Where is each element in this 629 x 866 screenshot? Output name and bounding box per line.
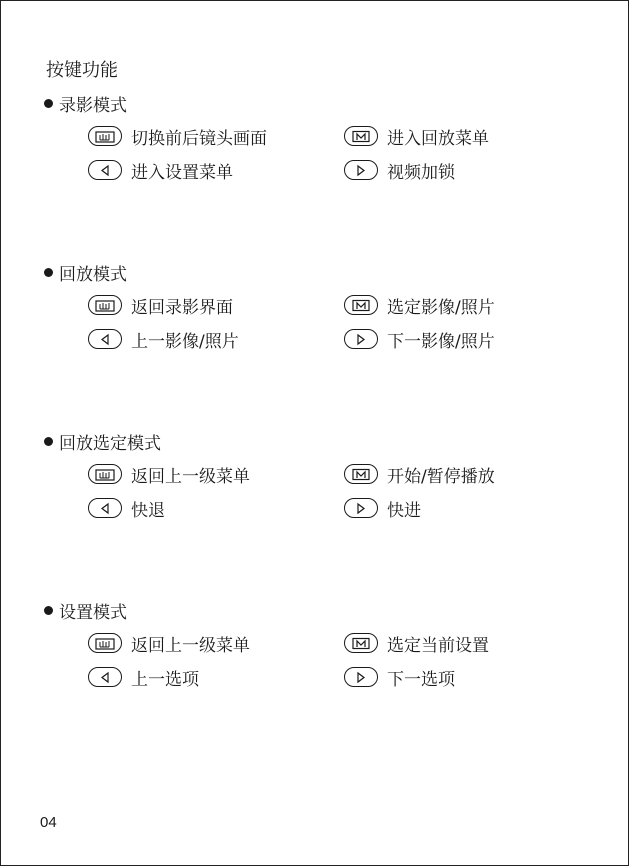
m-key-icon [344, 464, 378, 484]
right-key-icon [344, 667, 378, 687]
section-title [44, 430, 604, 452]
camera-switch-key-icon [88, 295, 122, 315]
section-title [44, 92, 604, 114]
left-key-icon [88, 329, 122, 349]
right-key-icon [344, 329, 378, 349]
key-label: 切换前后镜头画面 [131, 128, 267, 149]
key-item [88, 158, 233, 182]
section-title-text: 回放选定模式 [59, 433, 161, 454]
key-label: 上一选项 [131, 669, 199, 690]
bullet-icon [44, 437, 53, 446]
key-item [344, 124, 489, 148]
camera-switch-key-icon [88, 126, 122, 146]
key-item [88, 496, 165, 520]
key-label: 视频加锁 [387, 162, 455, 183]
section-settings-mode [44, 599, 604, 690]
key-item [344, 462, 495, 486]
left-key-icon [88, 498, 122, 518]
bullet-icon [44, 268, 53, 277]
section-title-text: 回放模式 [59, 264, 127, 285]
key-label: 快进 [387, 500, 421, 521]
key-label: 下一选项 [387, 669, 455, 690]
key-item [344, 293, 495, 317]
m-key-icon [344, 295, 378, 315]
right-key-icon [344, 498, 378, 518]
key-label: 返回录影界面 [131, 297, 233, 318]
key-row [44, 462, 604, 490]
key-label: 返回上一级菜单 [131, 466, 250, 487]
key-label: 快退 [131, 500, 165, 521]
section-title-text: 录影模式 [59, 95, 127, 116]
key-item [88, 631, 250, 655]
key-item [88, 665, 199, 689]
page-title: 按键功能 [46, 60, 118, 81]
key-item [344, 158, 455, 182]
key-label: 选定影像/照片 [387, 297, 495, 318]
page-number: 04 [40, 814, 57, 831]
left-key-icon [88, 667, 122, 687]
key-label: 上一影像/照片 [131, 331, 239, 352]
key-label: 进入回放菜单 [387, 128, 489, 149]
key-item [344, 327, 495, 351]
bullet-icon [44, 606, 53, 615]
right-key-icon [344, 160, 378, 180]
key-item [88, 124, 267, 148]
m-key-icon [344, 126, 378, 146]
key-label: 返回上一级菜单 [131, 635, 250, 656]
key-row [44, 496, 604, 524]
key-label: 选定当前设置 [387, 635, 489, 656]
key-item [344, 665, 455, 689]
section-playback-select-mode [44, 430, 604, 521]
key-row [44, 158, 604, 186]
camera-switch-key-icon [88, 633, 122, 653]
key-item [344, 496, 421, 520]
left-key-icon [88, 160, 122, 180]
section-playback-mode [44, 261, 604, 352]
key-item [88, 327, 239, 351]
m-key-icon [344, 633, 378, 653]
key-row [44, 631, 604, 659]
camera-switch-key-icon [88, 464, 122, 484]
key-item [344, 631, 489, 655]
bullet-icon [44, 99, 53, 108]
section-title [44, 599, 604, 621]
key-row [44, 665, 604, 693]
section-title-text: 设置模式 [59, 602, 127, 623]
key-row [44, 327, 604, 355]
key-item [88, 293, 233, 317]
key-row [44, 124, 604, 152]
section-title [44, 261, 604, 283]
key-label: 开始/暂停播放 [387, 466, 495, 487]
key-row [44, 293, 604, 321]
key-item [88, 462, 250, 486]
section-record-mode [44, 92, 604, 183]
key-label: 下一影像/照片 [387, 331, 495, 352]
key-label: 进入设置菜单 [131, 162, 233, 183]
